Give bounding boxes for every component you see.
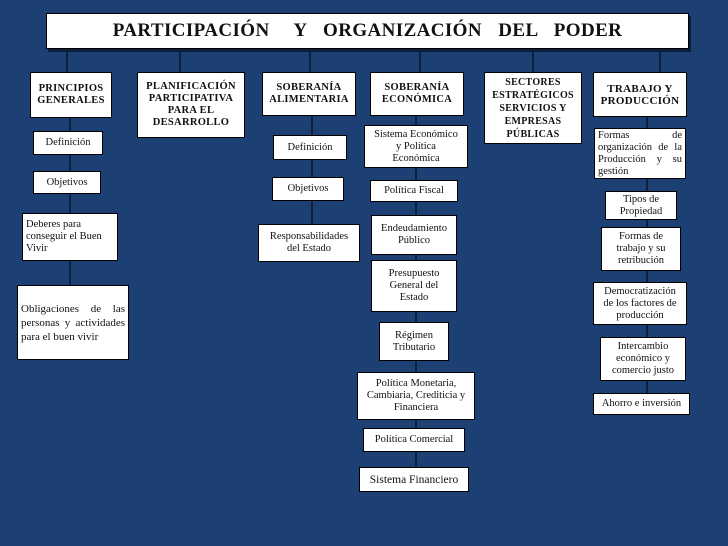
economica-politica-monetaria: Política Monetaria, Cambiaria, Crediticia y Financiera xyxy=(357,372,475,420)
alimentaria-responsabilidades: Responsabilidades del Estado xyxy=(258,224,360,262)
alimentaria-definicion: Definición xyxy=(273,135,347,160)
page-title xyxy=(46,13,689,49)
trabajo-formas-organizacion: Formas de organización de la Producción y su gestión xyxy=(594,128,686,179)
header-sectores-estrategicos: SECTORES ESTRATÉGICOS SERVICIOS Y EMPRESAS PÚBLICAS xyxy=(484,72,582,144)
principios-obligaciones: Obligaciones de las personas y actividades para el buen vivir xyxy=(17,285,129,360)
economica-regimen-tributario: Régimen Tributario xyxy=(379,322,449,361)
header-soberania-economica: SOBERANÍA ECONÓMICA xyxy=(370,72,464,116)
alimentaria-objetivos: Objetivos xyxy=(272,177,344,201)
economica-sistema-financiero: Sistema Financiero xyxy=(359,467,469,492)
trabajo-formas-trabajo: Formas de trabajo y su retribución xyxy=(601,227,681,271)
trabajo-tipos-propiedad: Tipos de Propiedad xyxy=(605,191,677,220)
header-soberania-alimentaria: SOBERANÍA ALIMENTARIA xyxy=(262,72,356,116)
header-planificacion-participativa: PLANIFICACIÓN PARTICIPATIVA PARA EL DESARROLLO xyxy=(137,72,245,138)
page-title-text: PARTICIPACIÓN Y ORGANIZACIÓN DEL PODER xyxy=(112,20,623,41)
economica-politica-comercial: Política Comercial xyxy=(363,428,465,452)
economica-politica-fiscal: Política Fiscal xyxy=(370,180,458,202)
principios-deberes: Deberes para conseguir el Buen Vivir xyxy=(22,213,118,261)
principios-objetivos: Objetivos xyxy=(33,171,101,194)
trabajo-ahorro-inversion: Ahorro e inversión xyxy=(593,393,690,415)
trabajo-democratizacion: Democratización de los factores de producción xyxy=(593,282,687,325)
trabajo-intercambio: Intercambio económico y comercio justo xyxy=(600,337,686,381)
economica-sistema-economico: Sistema Económico y Política Económica xyxy=(364,125,468,168)
header-principios-generales: PRINCIPIOS GENERALES xyxy=(30,72,112,118)
header-trabajo-produccion: TRABAJO Y PRODUCCIÓN xyxy=(593,72,687,117)
economica-presupuesto: Presupuesto General del Estado xyxy=(371,260,457,312)
economica-endeudamiento: Endeudamiento Público xyxy=(371,215,457,255)
principios-definicion: Definición xyxy=(33,131,103,155)
